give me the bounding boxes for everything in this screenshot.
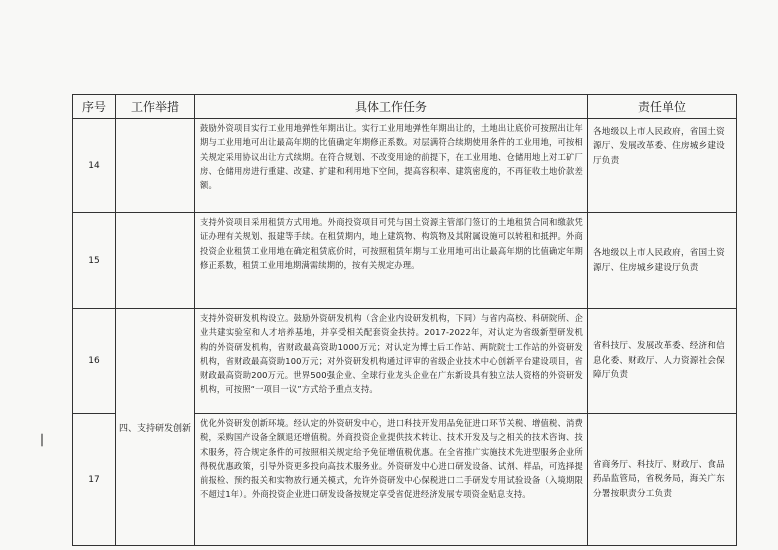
row-unit: 各地级以上市人民政府，省国土资源厅、住房城乡建设厅负责 <box>588 213 737 309</box>
row-unit: 省商务厅、科技厅、财政厅、食品药品监管局，省税务局，海关广东分署按职责分工负责 <box>588 414 737 546</box>
row-seq: 17 <box>73 414 116 546</box>
row-task: 支持外资研发机构设立。鼓励外资研发机构（含企业内设研发机构，下同）与省内高校、科研院所、企业共建实验室和人才培养基地，并享受相关配套资金扶持。2017-2022年，对认定为省级新型研发机构的外资研发机构，省财政最高资助1000万元；对认定为博士后工作站、两院院士工作站的外资研发机构，省财政最高资助100万元；对外资研发机构通过评审的省级企业技术中心创新平台建设项目，省财政最高资助200万元。世界500强企业、全球行业龙头企业在广东新设具有独立法人资格的外资研发机构，可按照“一项目一议”方式给予重点支持。 <box>195 309 588 414</box>
table-row <box>73 213 737 309</box>
row-unit: 各地级以上市人民政府，省国土资源厅、发展改革委、住房城乡建设厅负责 <box>588 119 737 213</box>
merged-measure-cell: 四、支持研发创新 <box>116 309 195 546</box>
header-measure: 工作举措 <box>116 95 195 119</box>
header-unit: 责任单位 <box>588 95 737 119</box>
page-number: — <box>34 433 50 447</box>
table-row <box>73 119 737 213</box>
row-task: 优化外资研发创新环境。经认定的外资研发中心，进口科技开发用品免征进口环节关税、增值税、消费税，采购国产设备全额退还增值税。外商投资企业提供技术转让、技术开发及与之相关的技术咨询、技术服务，符合规定条件的可按照相关规定给予免征增值税优惠。在全省推广实施技术先进型服务企业所得税优惠政策，引导外资更多投向高技术服务业。外资研发中心进口研发设备、试剂、样品，可选择提前报检、预约报关和实物放行通关模式，允许外资研发中心保税进口二手研发专用试验设备（入境期限不超过1年）。外商投资企业进口研发设备按规定享受省促进经济发展专项资金贴息支持。 <box>195 414 588 546</box>
table-header-row <box>73 95 737 119</box>
row-task: 鼓励外资项目实行工业用地弹性年期出让。实行工业用地弹性年期出让的，土地出让底价可按照出让年期与工业用地可出让最高年期的比值确定年期修正系数。对层满符合续期使用条件的工业用地，可按相关规定采用协议出让方式续期。在符合规划、不改变用途的前提下，在工业用地、仓储用地上对工矿厂房、仓储用房进行重建、改建、扩建和利用地下空间，提高容积率、建筑密度的，不再征收土地价款差额。 <box>195 119 588 213</box>
policy-table <box>72 94 737 546</box>
row-task: 支持外资项目采用租赁方式用地。外商投资项目可凭与国土资源主管部门签订的土地租赁合同和缴款凭证办理有关规划、报建等手续。在租赁期内，地上建筑物、构筑物及其附属设施可以转租和抵押。外商投资企业租赁工业用地在确定租赁底价时，可按照租赁年期与工业用地可出让最高年期的比值确定年期修正系数，租赁工业用地期满需续期的，按有关规定办理。 <box>195 213 588 309</box>
row-seq: 16 <box>73 309 116 414</box>
row-seq: 15 <box>73 213 116 309</box>
row-measure <box>116 119 195 213</box>
table-row <box>73 309 737 414</box>
row-measure <box>116 213 195 309</box>
row-seq: 14 <box>73 119 116 213</box>
row-unit: 省科技厅、发展改革委、经济和信息化委、财政厅、人力资源社会保障厅负责 <box>588 309 737 414</box>
header-seq: 序号 <box>73 95 116 119</box>
header-task: 具体工作任务 <box>195 95 588 119</box>
